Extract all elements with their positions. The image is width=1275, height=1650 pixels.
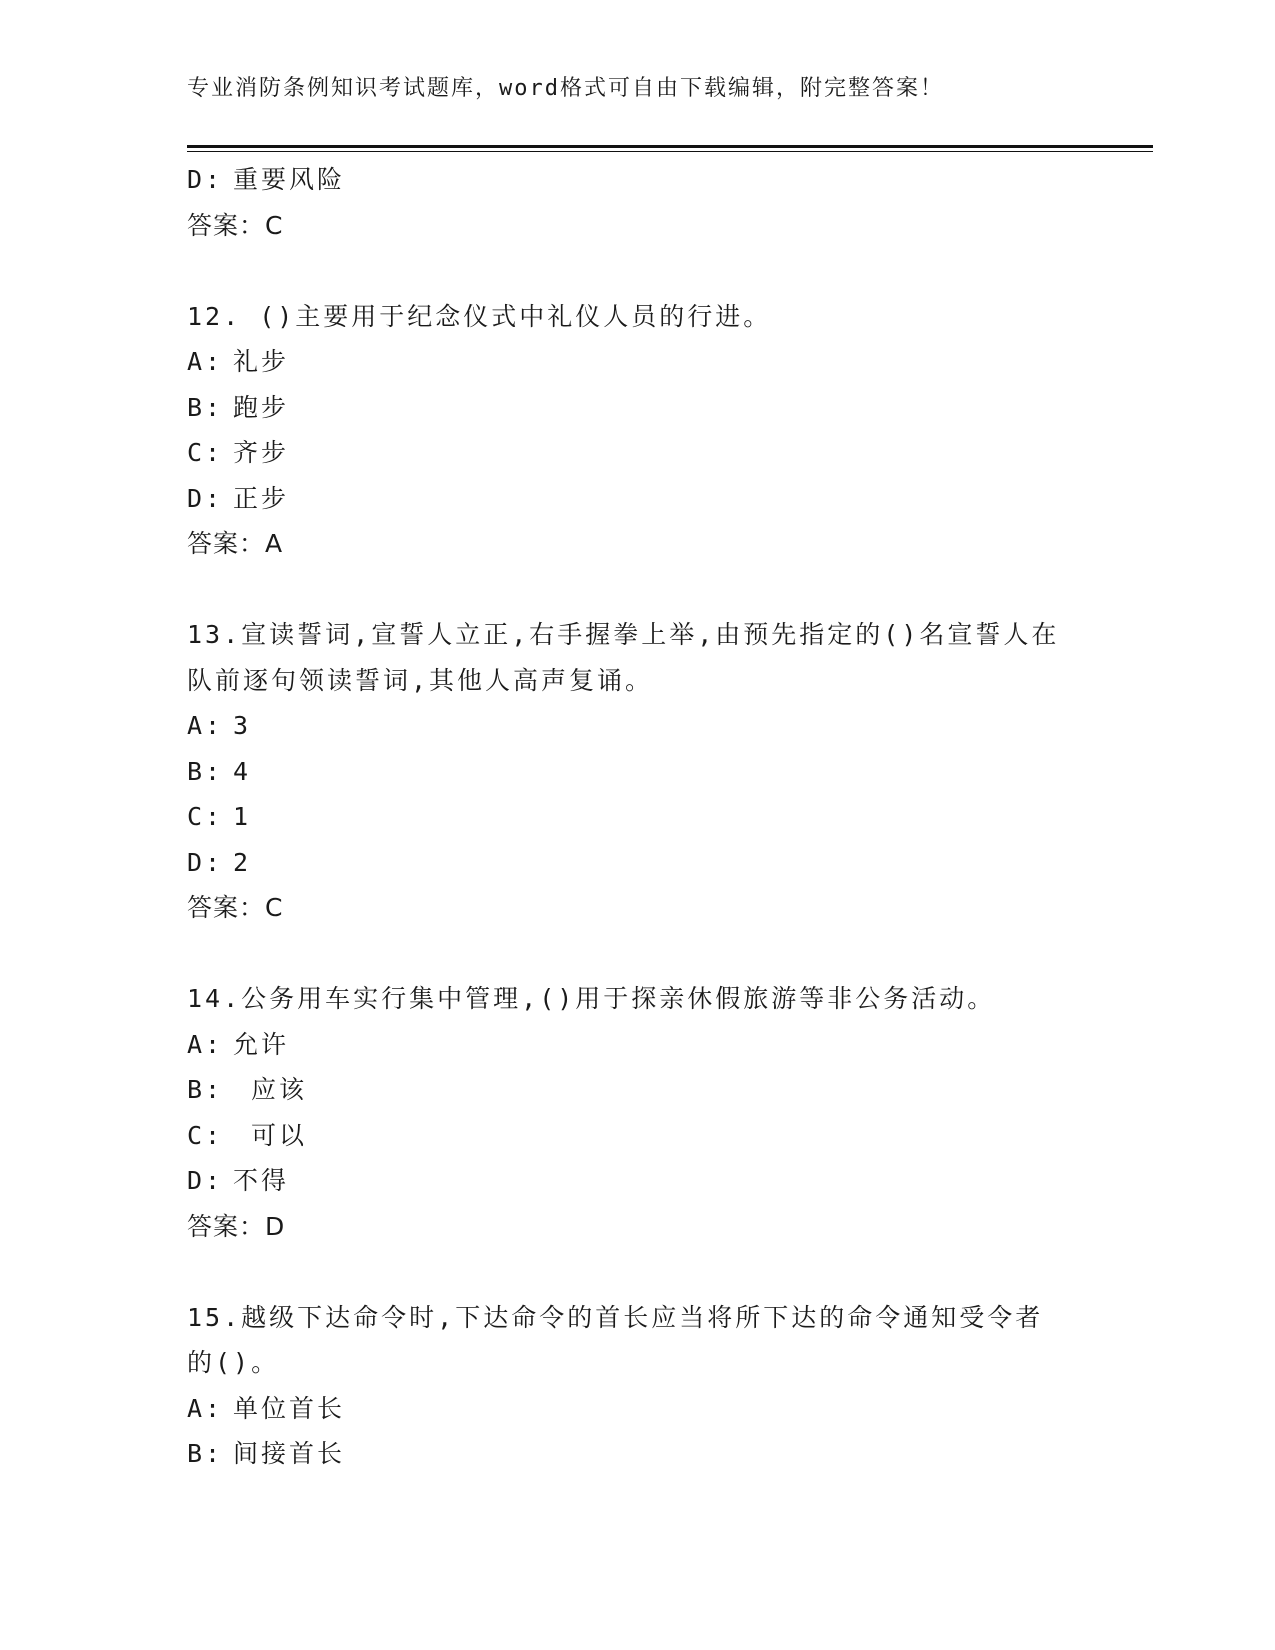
option-c	[187, 794, 1067, 840]
option-text: 2	[233, 847, 252, 877]
question-13-text: 13.宣读誓词,宣誓人立正,右手握拳上举,由预先指定的()名宣誓人在队前逐句领读誓词,其他人高声复诵。	[187, 620, 1060, 695]
option-text: 应该	[233, 1075, 308, 1104]
option-label: C:	[187, 802, 224, 831]
option-label: A:	[187, 1393, 224, 1423]
option-text: 跑步	[233, 392, 290, 422]
option-text: 1	[233, 802, 252, 831]
option-label: A:	[187, 711, 224, 740]
option-label: D:	[187, 483, 224, 513]
option-a	[187, 1022, 1067, 1068]
page-header: 专业消防条例知识考试题库，word格式可自由下载编辑，附完整答案！	[187, 76, 944, 101]
option-text: 正步	[233, 483, 290, 513]
answer: 答案：A	[187, 529, 284, 558]
option-a	[187, 339, 1067, 385]
option-d	[187, 476, 1067, 522]
option-b	[187, 749, 1067, 795]
header-rule-thin	[187, 151, 1153, 152]
option-b	[187, 1067, 1067, 1113]
option-text: 齐步	[233, 438, 290, 467]
option-label: D:	[187, 165, 224, 194]
question-12-text: 12. ()主要用于纪念仪式中礼仪人员的行进。	[187, 301, 772, 331]
option-b	[187, 385, 1067, 431]
option-label: C:	[187, 1120, 224, 1150]
option-text: 重要风险	[233, 165, 346, 194]
option-label: D:	[187, 847, 224, 877]
answer: 答案：C	[187, 893, 284, 922]
option-label: B:	[187, 1075, 224, 1104]
question-list	[187, 157, 1067, 1477]
answer: 答案：D	[187, 1211, 286, 1241]
question-14-text: 14.公务用车实行集中管理,()用于探亲休假旅游等非公务活动。	[187, 984, 996, 1013]
option-label: A:	[187, 1029, 224, 1059]
option-b	[187, 1431, 1067, 1477]
option-d	[187, 840, 1067, 886]
option-label: A:	[187, 347, 224, 376]
option-text: 3	[233, 711, 252, 740]
option-d	[187, 1158, 1067, 1204]
option-label: B:	[187, 756, 224, 786]
option-c	[187, 1113, 1067, 1159]
option-a	[187, 1386, 1067, 1432]
option-d	[187, 157, 1067, 203]
option-text: 4	[233, 756, 252, 786]
header-rule-thick	[187, 145, 1153, 148]
answer: 答案：C	[187, 210, 284, 240]
option-text: 礼步	[233, 347, 290, 376]
option-a	[187, 703, 1067, 749]
option-label: C:	[187, 438, 224, 467]
option-text: 单位首长	[233, 1393, 346, 1423]
option-text: 可以	[233, 1120, 308, 1150]
option-label: B:	[187, 392, 224, 422]
option-label: D:	[187, 1166, 224, 1195]
option-c	[187, 430, 1067, 476]
option-text: 允许	[233, 1029, 290, 1059]
question-15-text: 15.越级下达命令时,下达命令的首长应当将所下达的命令通知受令者的()。	[187, 1302, 1044, 1377]
option-text: 不得	[233, 1166, 290, 1195]
option-label: B:	[187, 1439, 224, 1468]
option-text: 间接首长	[233, 1439, 346, 1468]
